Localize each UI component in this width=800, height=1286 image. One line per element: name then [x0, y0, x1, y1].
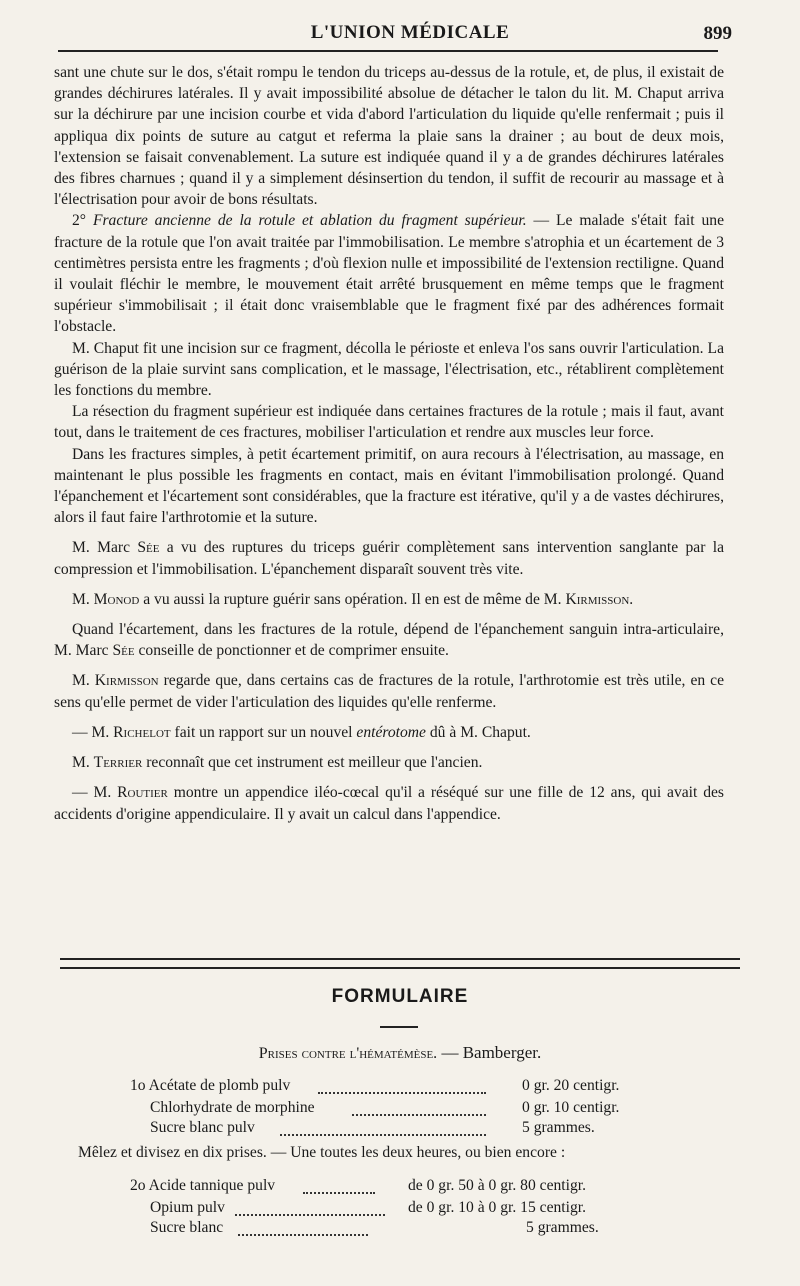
paragraph: M. Kirmisson regarde que, dans certains cas de fractures de la rotule, l'arthrotomie est très utile, en ce sens qu'elle permet de vider l'articulation des liquides qu'elle renferme. [54, 672, 724, 711]
dot-leader [235, 1214, 385, 1216]
formulaire-heading: FORMULAIRE [331, 986, 469, 1007]
paragraph: M. Terrier reconnaît que cet instrument est meilleur que l'ancien. [72, 754, 483, 772]
paragraph: 2° Fracture ancienne de la rotule et ablation du fragment supérieur. — Le malade s'était fait une fracture de la rotule que l'on avait traitée par l'immobilisation. Le membre s'atrophia et un écartement de 3 centimètres persista entre les fragments ; d'où flexion nulle et impossibilité de l'extension rectiligne. Quand il voulait fléchir le membre, le mouvement était arrêté brusquement en même temps que le fragment supérieur s'immobilisait ; il était donc vraisemblable que le fragment fixé par des adhérences formait l'obstacle. [54, 212, 724, 336]
paragraph: M. Chaput fit une incision sur ce fragment, décolla le périoste et enleva l'os sans ouvrir l'articulation. La guérison de la plaie survint sans complication, et le massage, l'électrisation, etc., rétablirent complètement les fonctions du membre. [54, 339, 724, 400]
person-name: Routier [117, 784, 168, 802]
paragraph: M. Marc Sée a vu des ruptures du triceps guérir complètement sans intervention sanglante par la compression et l'immobilisation. L'épanchement disparaît souvent très vite. [54, 539, 724, 578]
article-body [54, 62, 724, 825]
paragraph: La résection du fragment supérieur est indiquée dans certaines fractures de la rotule ; mais il faut, avant tout, dans le traitement de ces fractures, mobiliser l'articulation et rendre aux muscles leur force. [54, 403, 724, 442]
instruction-text: Mêlez et divisez en dix prises. — Une toutes les deux heures, ou bien encore : [78, 1144, 566, 1161]
prescription-dose: 0 gr. 10 centigr. [522, 1099, 620, 1116]
dot-leader [238, 1234, 368, 1236]
person-name: Monod [93, 590, 140, 608]
person-name: Richelot [113, 723, 171, 741]
prescription-line: 2o Acide tannique pulv [130, 1177, 276, 1194]
running-title: L'UNION MÉDICALE [310, 22, 510, 43]
paragraph: — M. Routier montre un appendice iléo-cœcal qu'il a réséqué sur une fille de 12 ans, qui avait des accidents d'origine appendiculaire. Il y avait un calcul dans l'appendice. [54, 784, 724, 823]
prescription-dose: 5 grammes. [522, 1119, 595, 1136]
prescription-line: Opium pulv [150, 1199, 225, 1216]
dot-leader [280, 1134, 486, 1136]
prescription-dose: de 0 gr. 10 à 0 gr. 15 centigr. [408, 1199, 586, 1216]
journal-page: L'UNION MÉDICALE 899 sant une chute sur le dos, s'était rompu le tendon du triceps au-dessus de la rotule, et, de plus, il existait de grandes déchirures latérales. Il y avait impossibilité absolue de détacher le talon du lit. M. Chaput arriva sur la déchirure par une incision courbe et vida d'abord l'articulation du liquide qu'elle renfermait ; puis il appliqua dix points de suture au catgut et referma la plaie sans la drainer ; au bout de deux mois, l'extension se faisait convenablement. La suture est indiquée quand il y a de grandes déchirures latérales des fibres charnues ; quand il y a simplement désinsertion du tendon, il suffit de recourir au massage et à l'électrisation pour avoir de bons résultats. 2° Fracture ancienne de la rotule et ablation du fragment supérieur. — Le malade s'était fait une fracture de la rotule que l'on avait traitée par l'immobilisation. Le membre s'atrophia et un écartement de 3 centimètres persista entre les fragments ; d'où flexion nulle et impossibilité de l'extension rectiligne. Quand il voulait fléchir le membre, le mouvement était arrêté brusquement en même temps que le fragment supérieur s'immobilisait ; il était donc vraisemblable que le fragment fixé par des adhérences formait l'obstacle. M. Chaput fit une incision sur ce fragment, décolla le périoste et enleva l'os sans ouvrir l'articulation. La guérison de la plaie survint sans complication, et le massage, l'électrisation, etc., rétablirent complètement les fonctions du membre. La résection du fragment supérieur est indiquée dans certaines fractures de la rotule ; mais il faut, avant tout, dans le traitement de ces fractures, mobiliser l'articulation et rendre aux muscles leur force. Dans les fractures simples, à petit écartement primitif, on aura recours à l'électrisation, au massage, en maintenant le plus possible les fragments en contact, mais en évitant l'immobilisation prolongé. Quand l'épanchement et l'écartement sont considérables, que la fracture est itérative, qu'il y a de vastes déchirures, alors il faut faire l'arthrotomie et la suture. M. Marc Sée a vu des ruptures du triceps guérir complètement sans intervention sanglante par la compression et l'immobilisation. L'épanchement disparaît souvent très vite. M. Monod a vu aussi la rupture guérir sans opération. Il en est de même de M. Kirmisson. Quand l'écartement, dans les fractures de la rotule, dépend de l'épanchement sanguin intra-articulaire, M. Marc Sée conseille de ponctionner et de comprimer ensuite. M. Kirmisson regarde que, dans certains cas de fractures de la rotule, l'arthrotomie est très utile, en ce sens qu'elle permet de vider l'articulation des liquides qu'elle renferme. — M. Richelot fait un rapport sur un nouvel entérotome dû à M. Chaput. M. Terrier reconnaît que cet instrument est meilleur que l'ancien. — M. Routier montre un appendice iléo-cœcal qu'il a réséqué sur une fille de 12 ans, qui avait des accidents d'origine appendiculaire. Il y avait un calcul dans l'appendice. FORMULAIRE Prises contre l'hématémèse. — Bamberger. 1o Acétate de plomb pulv 0 gr. 20 centigr. Chlorhydrate de morphine 0 gr. 10 centigr. Sucre blanc pulv 5 grammes. Mêlez et divisez en dix prises. — Une toutes les deux heures, ou bien encore : 2o Acide tannique pulv de 0 gr. 50 à 0 gr. 80 centigr. Opium pulv de 0 gr. 10 à 0 gr. 15 centigr. Sucre blanc 5 grammes. [0, 0, 800, 1286]
person-name: Kirmisson [94, 672, 159, 690]
paragraph: Dans les fractures simples, à petit écartement primitif, on aura recours à l'électrisation, au massage, en maintenant le plus possible les fragments en contact, mais en évitant l'immobilisation prolongé. Quand l'épanchement et l'écartement sont considérables, que la fracture est itérative, qu'il y a de vastes déchirures, alors il faut faire l'arthrotomie et la suture. [54, 445, 724, 527]
paragraph: M. Monod a vu aussi la rupture guérir sans opération. Il en est de même de M. Kirmisson. [72, 590, 634, 608]
paragraph: Quand l'écartement, dans les fractures de la rotule, dépend de l'épanchement sanguin intra-articulaire, M. Marc Sée conseille de ponctionner et de comprimer ensuite. [54, 621, 724, 660]
prescription-line: Sucre blanc [150, 1219, 224, 1236]
page-number: 899 [703, 23, 732, 44]
person-name: Terrier [93, 754, 143, 772]
header-rule [58, 50, 718, 52]
prescription-line: Chlorhydrate de morphine [150, 1099, 315, 1116]
section-heading: Fracture ancienne de la rotule et ablation du fragment supérieur. [92, 212, 527, 230]
person-name: Kirmisson [565, 590, 630, 608]
prescription-line: Sucre blanc pulv [150, 1119, 255, 1136]
running-head [40, 20, 780, 50]
dot-leader [352, 1114, 486, 1116]
dot-leader [303, 1192, 375, 1194]
dot-leader [318, 1092, 486, 1094]
heading-rule [380, 1026, 418, 1028]
person-name: Sée [137, 539, 160, 557]
paragraph: — M. Richelot fait un rapport sur un nouvel entérotome dû à M. Chaput. [72, 723, 531, 741]
person-name: Sée [112, 642, 135, 660]
prescription-dose: 5 grammes. [526, 1219, 599, 1236]
recipe-title: Prises contre l'hématémèse. — Bamberger. [258, 1043, 542, 1062]
section-number: 2° [72, 212, 87, 230]
paragraph: sant une chute sur le dos, s'était rompu le tendon du triceps au-dessus de la rotule, et, de plus, il existait de grandes déchirures latérales. Il y avait impossibilité absolue de détacher le talon du lit. M. Chaput arriva sur la déchirure par une incision courbe et vida d'abord l'articulation du liquide qu'elle renfermait ; puis il appliqua dix points de suture au catgut et referma la plaie sans la drainer ; au bout de deux mois, l'extension se faisait convenablement. La suture est indiquée quand il y a de grandes déchirures latérales des fibres charnues ; quand il y a simplement désinsertion du tendon, il suffit de recourir au massage et à l'électrisation pour avoir de bons résultats. [54, 64, 724, 209]
section-divider [60, 958, 740, 969]
prescription-dose: de 0 gr. 50 à 0 gr. 80 centigr. [408, 1177, 586, 1194]
prescription-dose: 0 gr. 20 centigr. [522, 1077, 620, 1094]
